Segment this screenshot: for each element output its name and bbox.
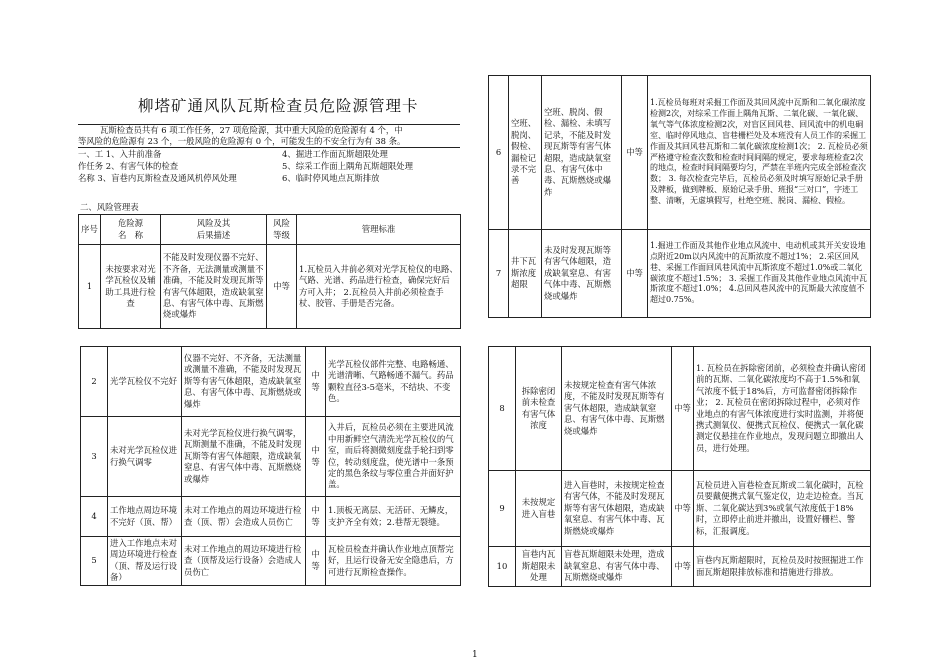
section-title: 二、风险管理表 bbox=[80, 202, 139, 212]
table-row: 9 未按规定进入盲巷 进入盲巷时，未按规定检查有害气体，不能及时发现瓦斯等有害气体超限，造成缺氧窒息、有害气体中毒、瓦斯燃烧或爆炸 中等 瓦检员进入盲巷检查瓦斯或二氧化碳时，瓦检员要戴便携式氧气鉴定仪，边走边检查。当瓦斯、二氧化碳达到3%或氧气浓度低于18%时，立即停止前进并撤出，设置好栅栏、警标，汇报调度。 bbox=[489, 471, 871, 547]
table-row: 5 进入工作地点未对周边环境进行检查（顶、帮及运行设备） 未对工作地点的周边环境进行检查（顶帮及运行设备）会造成人员伤亡 中等 瓦检员检查并确认作业地点顶帮完好，且运行设备无安全隐患后，方可进行瓦斯检查操作。 bbox=[81, 537, 461, 586]
table-row: 6 空班、脱岗、假检、漏检记录不完善 空班、脱岗、假检、漏检、未填写记录，不能及时发现瓦斯等有害气体超限，造成缺氧窒息、有害气体中毒、瓦斯燃烧或爆炸 中等 1.瓦检员每班对采掘工作面及其回风流中瓦斯和二氧化碳浓度检测2次，对综采工作面上隅角瓦斯、二氧化碳、一氧化碳、氧气等气体浓度检测2次，对盲区回风巷、回风流中的机电硐室、临时停风地点、盲巷栅栏处及本班没有人员工作的采掘工作面及其回风巷瓦斯和二氧化碳浓度检测1次； 2. 瓦检员必须严格遵守检查次数和检查时间间隔的规定，要求每班检查2次的地点，检查时间间隔要均匀，严禁在半班内完成全部检查次数； 3. 每次检查完毕后，瓦检员必须及时填写原始记录手册及牌板，做到牌板、原始记录手册、班报“三对口”，字迹工整、清晰，无虚填假写，杜绝空班、脱岗、漏检、假检。 bbox=[489, 76, 871, 230]
intro-block bbox=[78, 124, 460, 184]
task-item: 作任务 2、有害气体的检查 bbox=[78, 161, 179, 172]
task-item: 4、掘进工作面瓦斯超限处理 bbox=[282, 149, 388, 160]
task-item: 6、临时停风地点瓦斯排放 bbox=[282, 173, 380, 184]
risk-table-part-4 bbox=[488, 346, 871, 587]
intro-line: 瓦斯检查员共有 6 项工作任务，27 项危险源，其中重大风险的危险源有 4 个，中 bbox=[100, 125, 403, 135]
task-item: 名称 3、盲巷内瓦斯检查及通风机停风处理 bbox=[78, 173, 237, 184]
risk-table-part-1 bbox=[78, 214, 461, 329]
table-row: 2 光学瓦检仪不完好 仪器不完好、不齐备，无法测量或测量不准确，不能及时发现瓦斯等有害气体超限，造成缺氧窒息、有害气体中毒、瓦斯燃烧或爆炸 中等 光学瓦检仪部件完整、电路畅通、光谱清晰、气路畅通不漏气。药品颗粒直径3-5毫米，不结块、不变色。 bbox=[81, 347, 461, 417]
task-category-list bbox=[78, 148, 460, 184]
table-row: 1 未按要求对光学瓦检仪及辅助工具进行检查 不能及时发现仪器不完好、不齐备，无法测量或测量不准确，不能及时发现瓦斯等有害气体超限，造成缺氧窒息、有害气体中毒、瓦斯燃烧或爆炸 中等 1.瓦检员入井前必须对光学瓦检仪的电路、气路、光谱、药品进行检查，确保完好后方可入井； 2.瓦检员入井前必须检查手杖、胶管、手册是否完备。 bbox=[79, 245, 461, 329]
table-row: 3 未对光学瓦检仪进行换气调零 未对光学瓦检仪进行换气调零，瓦斯测量不准确，不能及时发现瓦斯等有害气体超限，造成缺氧窒息、有害气体中毒、瓦斯燃烧或爆炸 中等 入井后，瓦检员必须在主要进风流中用新鲜空气清洗光学瓦检仪的气室，而后将测微刻度盘手轮扫到零位，转动刻度盘，使光谱中一条预定的黑色条纹与零位重合并面好护盖。 bbox=[81, 417, 461, 497]
header-level: 风险 等级 bbox=[267, 215, 297, 245]
risk-table-part-3 bbox=[488, 75, 871, 318]
risk-table-part-2 bbox=[80, 346, 461, 586]
table-row: 7 井下瓦斯浓度超限 未及时发现瓦斯等有害气体超限，造成缺氧窒息、有害气体中毒、瓦斯燃烧或爆炸 中等 1.掘进工作面及其他作业地点风流中、电动机或其开关安设地点附近20m以内风流中的瓦斯浓度不超过1%； 2.采区回风巷、采掘工作面回风巷风流中瓦斯浓度不超过1.0%或二氧化碳浓度不超过1.5%； 3. 采掘工作面及其他作业地点风流中瓦斯浓度不超过1.0%； 4.总回风巷风流中的瓦斯最大浓度值不超过0.75%。 bbox=[489, 230, 871, 318]
header-description: 风险及其 后果描述 bbox=[161, 215, 267, 245]
page-number: 1 bbox=[472, 650, 478, 660]
table-row: 4 工作地点周边环境不完好（顶、帮） 未对工作地点的周边环境进行检查（顶、帮）会造成人员伤亡 中等 1.顶板无离层、无活矸、无鳞皮，支护齐全有效；2.巷帮无裂缝。 bbox=[81, 497, 461, 537]
page-title: 柳塔矿通风队瓦斯检查员危险源管理卡 bbox=[138, 97, 419, 115]
task-item: 5、综采工作面上隅角瓦斯超限处理 bbox=[282, 161, 413, 172]
header-source: 危险源 名 称 bbox=[101, 215, 161, 245]
header-standard: 管理标准 bbox=[297, 215, 461, 245]
header-no: 序号 bbox=[79, 215, 101, 245]
intro-line: 等风险的危险源有 23 个，一般风险的危险源有 0 个，可能发生的不安全行为有 38 条。 bbox=[78, 136, 460, 148]
table-row: 10 盲巷内瓦斯超限未处理 盲巷瓦斯超限未处理，造成缺氧窒息、有害气体中毒、瓦斯燃烧或爆炸 中等 盲巷内瓦斯超限时，瓦检员及时按照掘进工作面瓦斯超限排放标准和措施进行排放。 bbox=[489, 547, 871, 587]
table-header-row bbox=[79, 215, 461, 245]
task-item: 一、工 1、入井前准备 bbox=[78, 149, 162, 160]
table-row: 8 拆除密闭前未检查有害气体浓度 未按规定检查有害气体浓度，不能及时发现瓦斯等有害气体超限，造成缺氧窒息、有害气体中毒、瓦斯燃烧或爆炸 中等 1. 瓦检员在拆除密闭前，必须检查并确认密闭前的瓦斯、二氧化碳浓度均不高于1.5%和氧气浓度不低于18%后，方可监督密闭拆除作业； 2. 瓦检员在密闭拆除过程中，必须对作业地点的有害气体浓度进行实时监测，并将便携式测氧仪、便携式瓦检仪、便携式一氧化碳测定仪悬挂在作业地点，发现问题立即撤出人员，进行处理。 bbox=[489, 347, 871, 471]
